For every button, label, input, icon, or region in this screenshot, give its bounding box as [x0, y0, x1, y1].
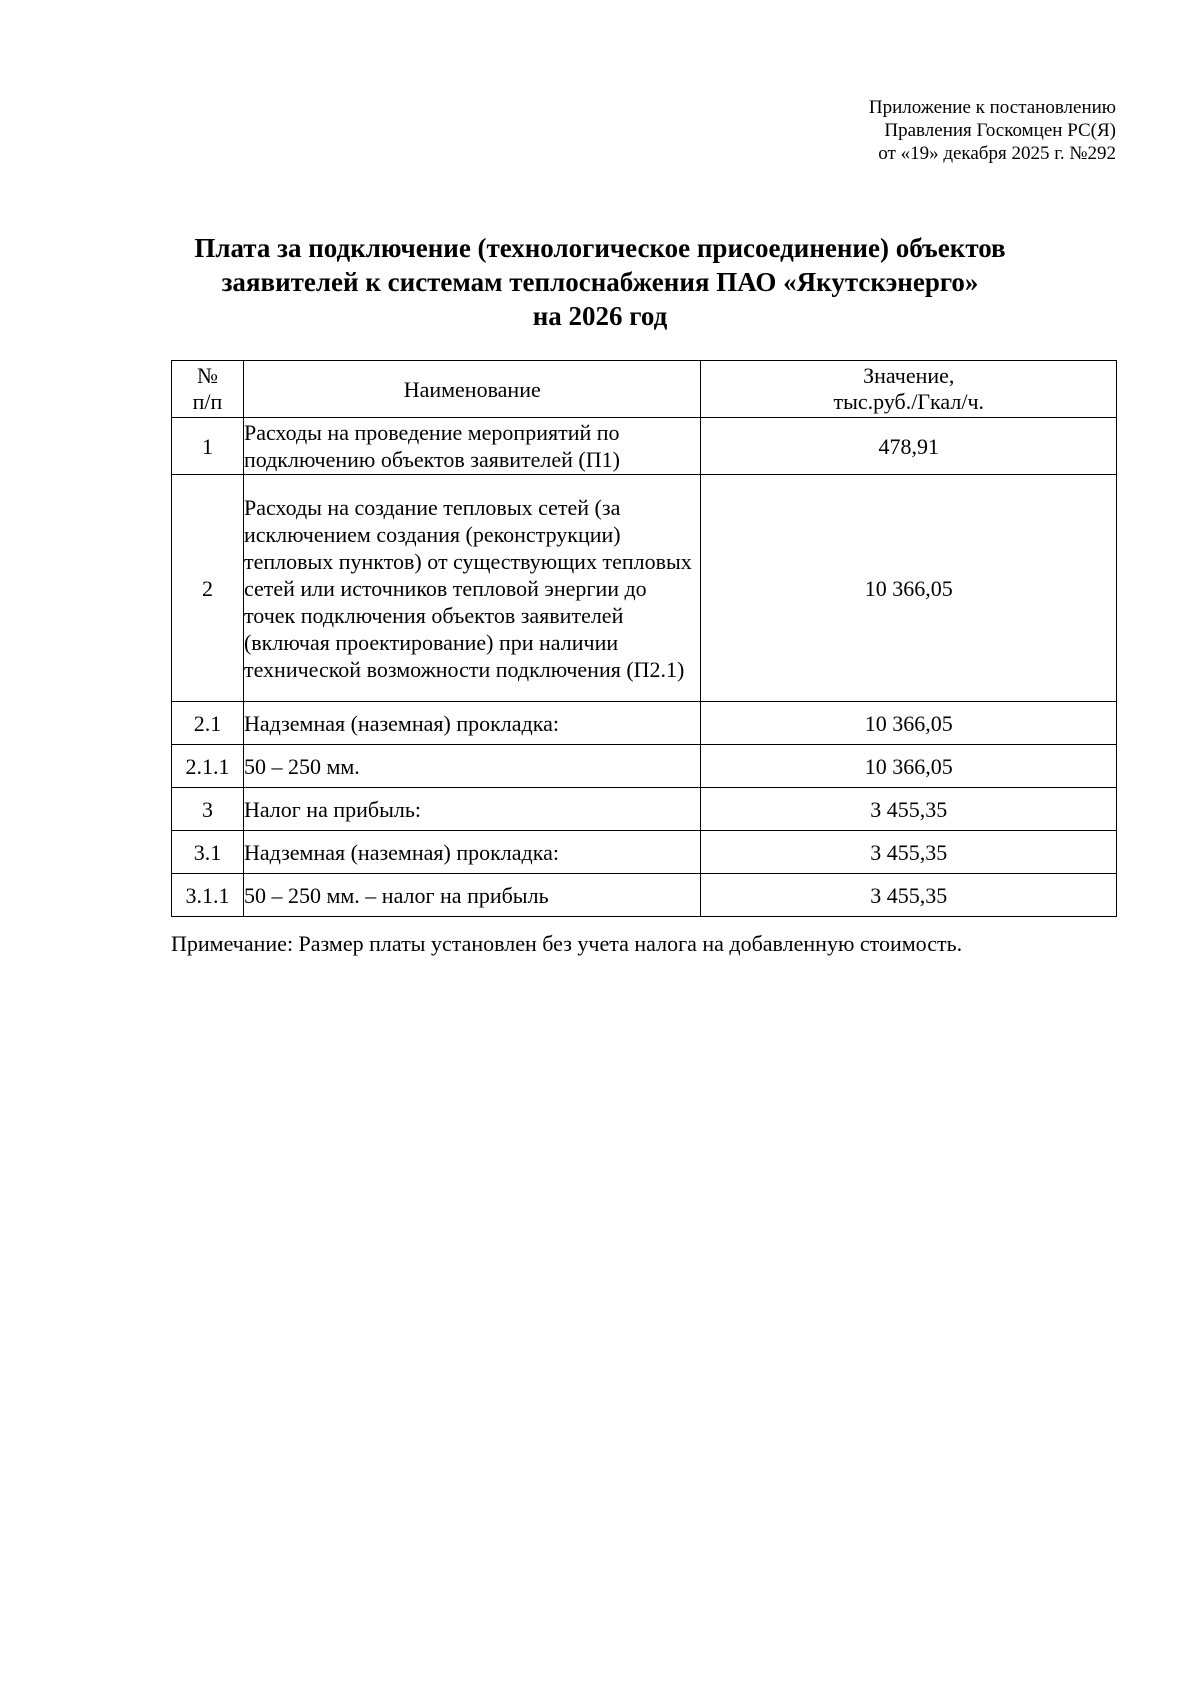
row-value: 3 455,35	[701, 874, 1117, 917]
row-name: 50 – 250 мм. – налог на прибыль	[243, 874, 701, 917]
document-title	[150, 231, 1050, 333]
header-number	[172, 361, 244, 418]
row-name: Налог на прибыль:	[243, 788, 701, 831]
table-row	[172, 831, 1117, 874]
row-number: 3.1.1	[172, 874, 244, 917]
row-name: Расходы на создание тепловых сетей (за исключением создания (реконструкции) тепловых пунктов) от существующих тепловых сетей или источников тепловой энергии до точек подключения объектов заявителей (включая проектирование) при наличии технической возможности подключения (П2.1)	[243, 475, 701, 702]
table-header-row	[172, 361, 1117, 418]
annex-line-2: Правления Госкомцен РС(Я)	[884, 120, 1116, 141]
title-line-2: заявителей к системам теплоснабжения ПАО «Якутскэнерго»	[221, 267, 979, 297]
header-value-line-1: Значение,	[863, 363, 955, 388]
fees-table	[171, 360, 1117, 917]
row-value: 3 455,35	[701, 788, 1117, 831]
row-name: Расходы на проведение мероприятий по подключению объектов заявителей (П1)	[243, 418, 701, 475]
title-line-3: на 2026 год	[532, 301, 668, 331]
table-row	[172, 475, 1117, 702]
row-number: 2.1.1	[172, 745, 244, 788]
row-number: 2.1	[172, 702, 244, 745]
annex-line-1: Приложение к постановлению	[868, 97, 1116, 118]
header-value	[701, 361, 1117, 418]
row-value: 10 366,05	[701, 702, 1117, 745]
table-note: Примечание: Размер платы установлен без учета налога на добавленную стоимость.	[171, 931, 963, 956]
table-row	[172, 788, 1117, 831]
table-row	[172, 418, 1117, 475]
row-name: Надземная (наземная) прокладка:	[243, 831, 701, 874]
header-name: Наименование	[243, 361, 701, 418]
row-number: 3	[172, 788, 244, 831]
row-value: 10 366,05	[701, 745, 1117, 788]
row-number: 2	[172, 475, 244, 702]
header-number-line-1: №	[196, 363, 218, 388]
row-number: 3.1	[172, 831, 244, 874]
header-number-line-2: п/п	[192, 389, 223, 414]
row-number: 1	[172, 418, 244, 475]
row-value: 3 455,35	[701, 831, 1117, 874]
title-line-1: Плата за подключение (технологическое присоединение) объектов	[194, 233, 1006, 263]
row-name: Надземная (наземная) прокладка:	[243, 702, 701, 745]
annex-line-3: от «19» декабря 2025 г. №292	[878, 143, 1116, 164]
row-value: 10 366,05	[701, 475, 1117, 702]
table-row	[172, 702, 1117, 745]
table-row	[172, 874, 1117, 917]
table-row	[172, 745, 1117, 788]
row-name: 50 – 250 мм.	[243, 745, 701, 788]
header-value-line-2: тыс.руб./Гкал/ч.	[833, 389, 985, 414]
row-value: 478,91	[701, 418, 1117, 475]
annex-reference	[869, 96, 1116, 165]
